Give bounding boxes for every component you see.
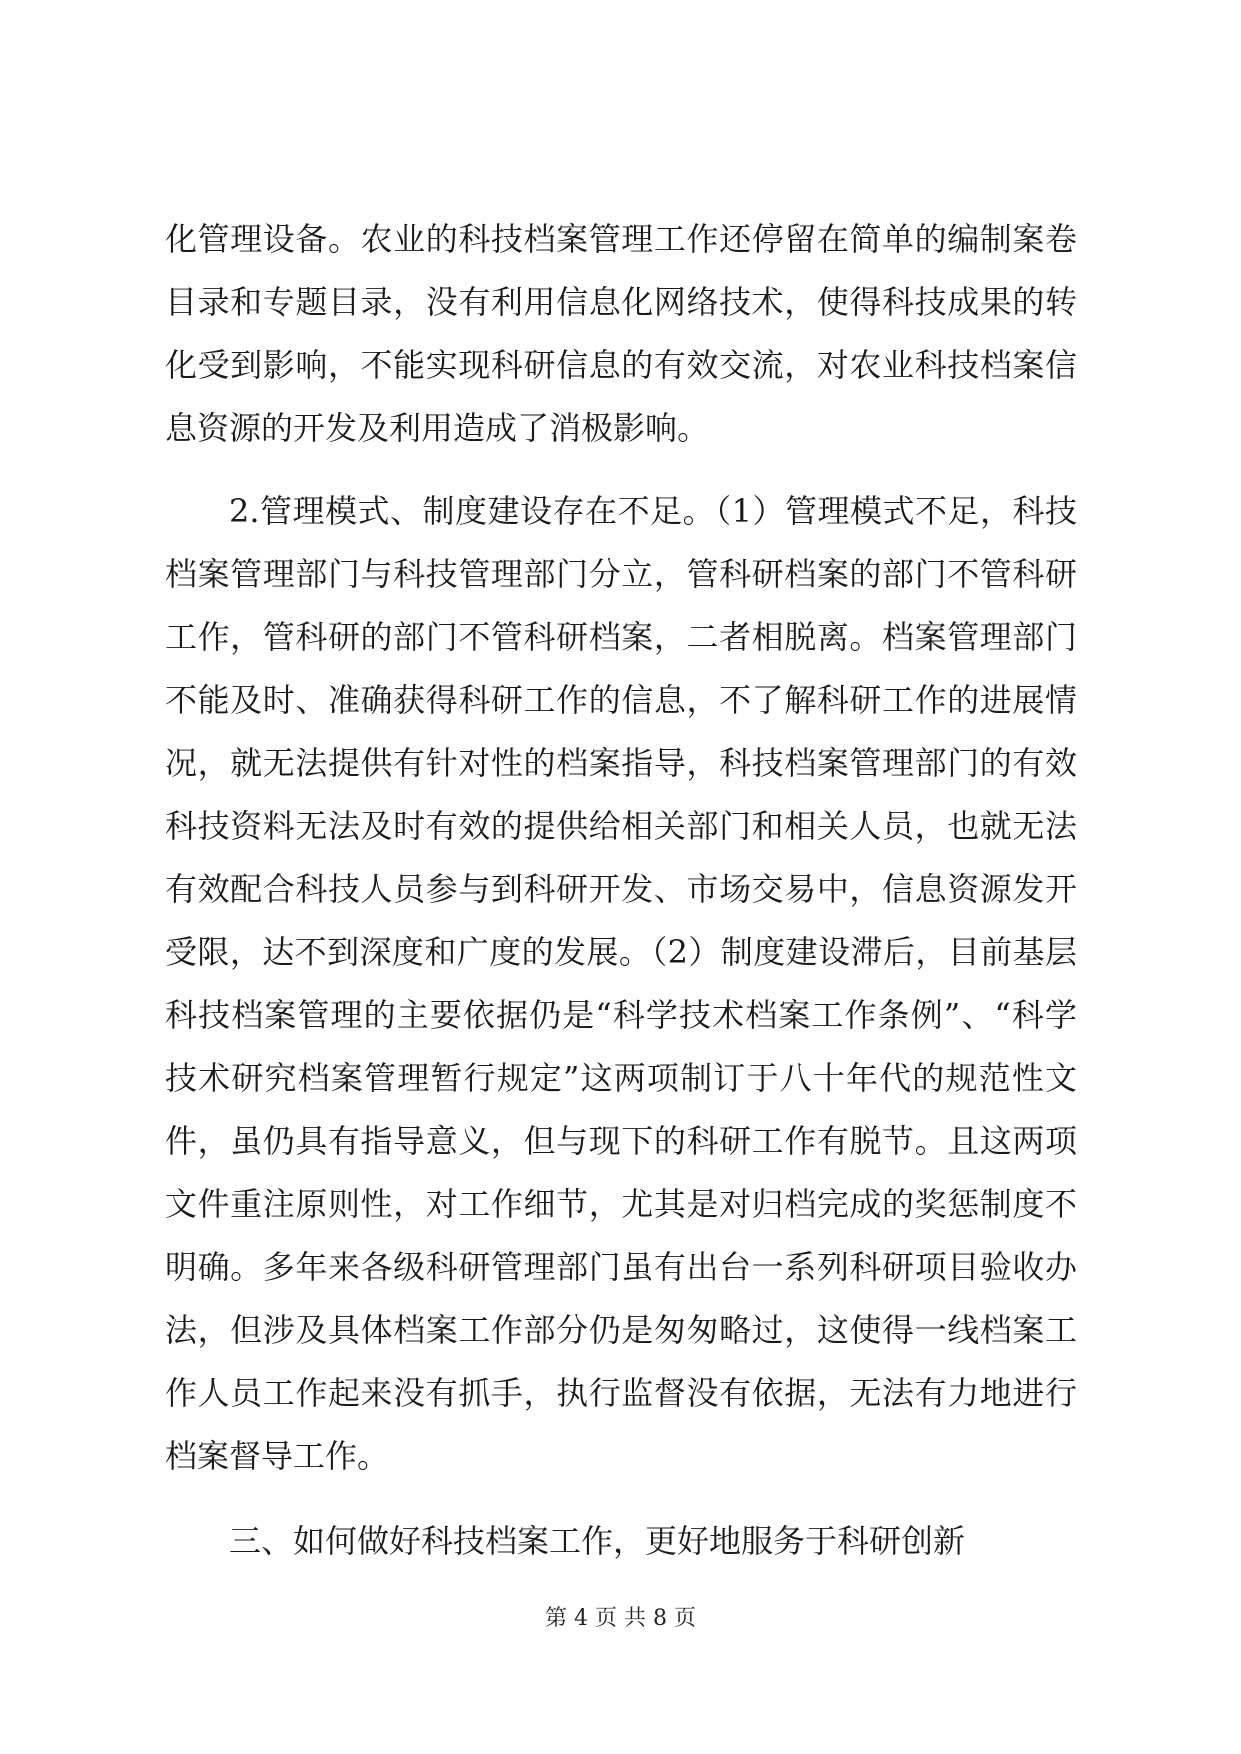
- page-footer: 第 4 页 共 8 页: [545, 1606, 696, 1631]
- paragraph-management-issues: 2.管理模式、制度建设存在不足。（1）管理模式不足，科技档案管理部门与科技管理部门分立，管科研档案的部门不管科研工作，管科研的部门不管科研档案，二者相脱离。档案管理部门不能及时、准确获得科研工作的信息，不了解科研工作的进展情况，就无法提供有针对性的档案指导，科技档案管理部门的有效科技资料无法及时有效的提供给相关部门和相关人员，也就无法有效配合科技人员参与到科研开发、市场交易中，信息资源发开受限，达不到深度和广度的发展。（2）制度建设滞后，目前基层科技档案管理的主要依据仍是“科学技术档案工作条例”、“科学技术研究档案管理暂行规定”这两项制订于八十年代的规范性文件，虽仍具有指导意义，但与现下的科研工作有脱节。且这两项文件重注原则性，对工作细节，尤其是对归档完成的奖惩制度不明确。多年来各级科研管理部门虽有出台一系列科研项目验收办法，但涉及具体档案工作部分仍是匆匆略过，这使得一线档案工作人员工作起来没有抓手，执行监督没有依据，无法有力地进行档案督导工作。: [165, 492, 1077, 1475]
- document-body: [165, 208, 1077, 1573]
- paragraph-continuation: 化管理设备。农业的科技档案管理工作还停留在简单的编制案卷目录和专题目录，没有利用信息化网络技术，使得科技成果的转化受到影响，不能实现科研信息的有效交流，对农业科技档案信息资源的开发及利用造成了消极影响。: [165, 220, 1077, 447]
- section-heading: 三、如何做好科技档案工作，更好地服务于科研创新: [229, 1522, 966, 1560]
